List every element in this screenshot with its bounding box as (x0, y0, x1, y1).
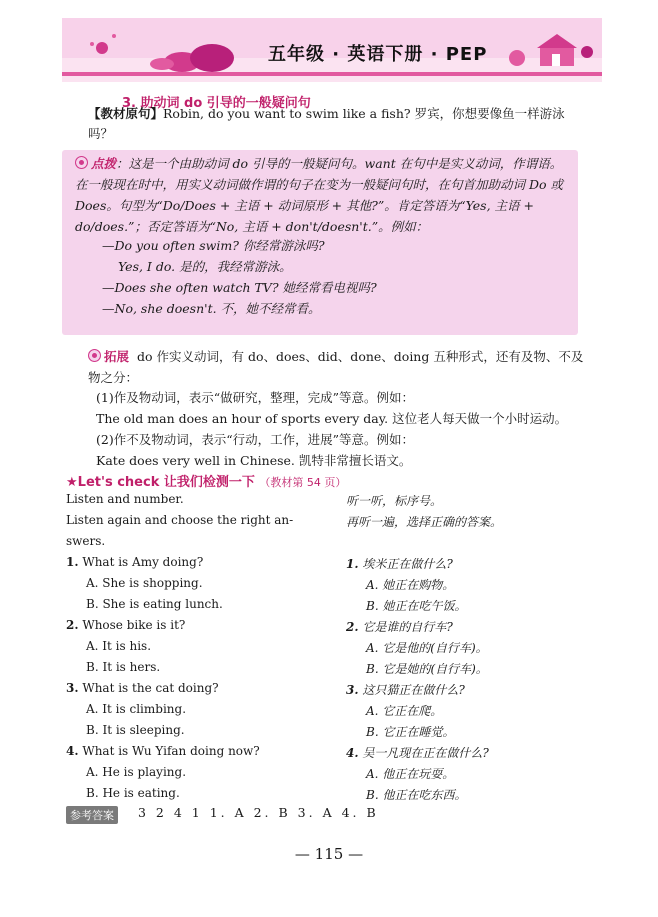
option-en: B. It is sleeping. (86, 723, 185, 737)
tip-example-1: —Do you often swim? 你经常游泳吗? (102, 238, 325, 253)
option-cn: A. 它是他的(自行车)。 (366, 641, 488, 655)
option-en: B. It is hers. (86, 660, 161, 674)
extend-text: do 作实义动词，有 do、does、did、done、doing 五种形式，还有及物、不及物之分： (88, 349, 584, 385)
option-en: B. He is eating. (86, 786, 180, 800)
extend-example-1: The old man does an hour of sports every day. 这位老人每天做一个小时运动。 (96, 411, 568, 426)
question-cn: 1. 埃米正在做什么? (346, 557, 453, 571)
tip-example-4: —No, she doesn't. 不，她不经常看。 (102, 301, 321, 316)
extend-label: 拓展 (104, 349, 130, 364)
question-en: 1. What is Amy doing? (66, 555, 204, 569)
header-rule (62, 72, 602, 76)
question-cn: 4. 吴一凡现在正在做什么? (346, 746, 489, 760)
instruction-en-2: Listen again and choose the right an- (66, 513, 294, 527)
option-en: A. It is climbing. (86, 702, 187, 716)
question-en: 4. What is Wu Yifan doing now? (66, 744, 260, 758)
answer-key-badge: 参考答案 (66, 806, 118, 824)
textbook-reference: （教材第 54 页） (259, 476, 347, 489)
bullet-dot-icon (88, 349, 101, 362)
question-en: 3. What is the cat doing? (66, 681, 219, 695)
tip-example-3: —Does she often watch TV? 她经常看电视吗? (102, 280, 377, 295)
option-cn: B. 它正在睡觉。 (366, 725, 455, 739)
tip-label: 点拨 (91, 156, 117, 171)
option-cn: A. 她正在购物。 (366, 578, 455, 592)
tip-text: ：这是一个由助动词 do 引导的一般疑问句。want 在句中是实义动词，作谓语。在一般现在时中，用实义动词做作谓的句子在变为一般疑问句时，在句首加助动词 Do 或 Does。句型为“Do/Does + 主语 + 动词原形 + 其他?”。肯定答语为“Yes, 主语 + do/does.”；否定答语为“No, 主语 + don't/doesn't.”。例如： (75, 156, 563, 234)
option-en: B. She is eating lunch. (86, 597, 223, 611)
instruction-cn-1: 听一听，标序号。 (346, 494, 443, 508)
original-tag: 【教材原句】 (88, 106, 164, 121)
extend-point-1: (1)作及物动词，表示“做研究，整理，完成”等意。例如： (96, 390, 414, 405)
option-cn: A. 它正在爬。 (366, 704, 443, 718)
option-cn: B. 她正在吃午饭。 (366, 599, 467, 613)
tip-example-2: Yes, I do. 是的，我经常游泳。 (118, 259, 292, 274)
answer-key-text: 3 2 4 1 1. A 2. B 3. A 4. B (138, 805, 379, 820)
extend-paragraph (88, 346, 584, 388)
question-cn: 3. 这只猫正在做什么? (346, 683, 465, 697)
option-cn: A. 他正在玩耍。 (366, 767, 455, 781)
option-cn: B. 他正在吃东西。 (366, 788, 467, 802)
tip-paragraph (75, 153, 570, 237)
option-en: A. It is his. (86, 639, 152, 653)
page-number: — 115 — (294, 845, 364, 863)
question-en: 2. Whose bike is it? (66, 618, 186, 632)
instruction-en-1: Listen and number. (66, 492, 184, 506)
bullet-dot-icon (75, 156, 88, 169)
extend-point-2: (2)作不及物动词，表示“行动，工作，进展”等意。例如： (96, 432, 414, 447)
book-title: 五年级 · 英语下册 · PEP (268, 44, 488, 65)
option-en: A. She is shopping. (86, 576, 203, 590)
option-en: A. He is playing. (86, 765, 187, 779)
lets-check-title: ★Let's check 让我们检测一下 (66, 475, 255, 490)
section-title: 3. 助动词 do 引导的一般疑问句 (122, 96, 311, 111)
original-text: Robin, do you want to swim like a fish? 罗宾，你想要像鱼一样游泳吗？ (88, 106, 565, 141)
instruction-en-3: swers. (66, 534, 106, 548)
instruction-cn-2: 再听一遍，选择正确的答案。 (346, 515, 503, 529)
extend-example-2: Kate does very well in Chinese. 凯特非常擅长语文。 (96, 453, 412, 468)
question-cn: 2. 它是谁的自行车? (346, 620, 453, 634)
lets-check-heading (66, 471, 346, 490)
option-cn: B. 它是她的(自行车)。 (366, 662, 488, 676)
original-sentence (88, 104, 578, 144)
